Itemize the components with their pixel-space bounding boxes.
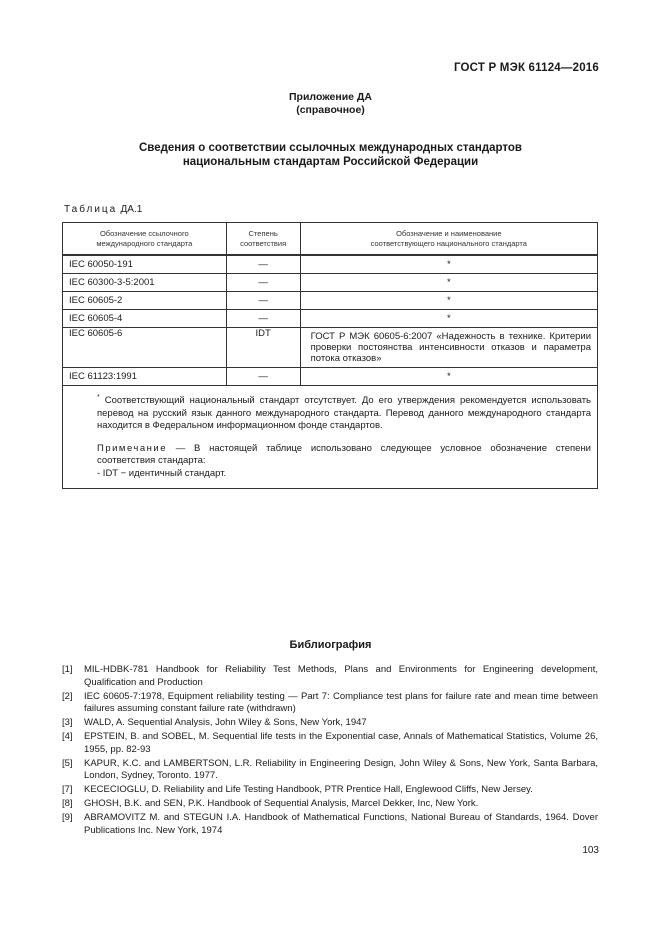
table-row [63, 274, 598, 292]
row-degree: — [226, 368, 300, 386]
section-title-line1: Сведения о соответствии ссылочных международных стандартов [138, 142, 522, 154]
page-number: 103 [582, 845, 599, 856]
table-note [97, 443, 591, 468]
row-ref: IEC 60605-6 [63, 328, 227, 368]
footnote [97, 392, 591, 433]
list-item [62, 731, 598, 756]
row-ref: IEC 60050-191 [63, 255, 227, 274]
header-degree-line2: соответствия [240, 238, 287, 248]
bib-text: KAPUR, K.C. and LAMBERTSON, L.R. Reliability in Engineering Design, John Wiley & Sons, New York, Santa Barbara, London, Sydney, Toronto. 1977. [84, 757, 598, 781]
row-degree: — [226, 292, 300, 310]
list-item [62, 664, 598, 689]
header-degree-line1: Степень [248, 228, 278, 238]
section-title [0, 141, 661, 169]
bib-number: [2] [62, 690, 73, 702]
bib-text: GHOSH, B.K. and SEN, P.K. Handbook of Sequential Analysis, Marcel Dekker, Inc, New York. [84, 798, 479, 809]
row-ref: IEC 60605-4 [63, 310, 227, 328]
list-item [62, 798, 598, 811]
list-item [62, 691, 598, 716]
table-footer [63, 386, 598, 489]
note-item: - IDT − идентичный стандарт. [97, 467, 227, 479]
footnote-mark: * [97, 394, 100, 401]
row-degree: — [226, 274, 300, 292]
section-title-line2: национальным стандартам Российской Федерации [182, 156, 479, 168]
table-row [63, 368, 598, 386]
table-footer-row [63, 386, 598, 489]
row-ref: IEC 61123:1991 [63, 368, 227, 386]
note-text: — В настоящей таблице использовано следующее условное обозначение степени соответствия стандарта: [97, 442, 591, 467]
row-degree: — [226, 310, 300, 328]
bib-number: [4] [62, 731, 73, 742]
header-ref-standard [63, 223, 227, 256]
bib-number: [3] [62, 717, 73, 728]
list-item [62, 717, 598, 730]
header-national-line1: Обозначение и наименование [396, 228, 502, 238]
bib-text: IEC 60605-7:1978, Equipment reliability testing — Part 7: Compliance test plans for failure rate and mean time between failures assuming constant failure rate (withdrawn) [84, 690, 598, 714]
correspondence-table [62, 222, 598, 489]
bib-number: [8] [62, 798, 73, 809]
bib-number: [7] [62, 784, 73, 795]
header-degree [226, 223, 300, 256]
list-item [62, 758, 598, 783]
bib-text: MIL-HDBK-781 Handbook for Reliability Test Methods, Plans and Environments for Engineering development, Qualification and Production [84, 664, 598, 688]
header-ref-line1: Обозначение ссылочного [99, 228, 189, 238]
bib-text: WALD, A. Sequential Analysis, John Wiley & Sons, New York, 1947 [84, 717, 367, 728]
bib-text: KECECIOGLU, D. Reliability and Life Testing Handbook, PTR Prentice Hall, Englewood Cliffs, New Jersey. [84, 784, 533, 795]
table-row [63, 328, 598, 368]
table-row [63, 255, 598, 274]
table-row [63, 310, 598, 328]
bib-number: [1] [62, 664, 73, 675]
row-national: ГОСТ Р МЭК 60605-6:2007 «Надежность в технике. Критерии проверки постоянства интенсивности отказов и параметра потока отказов» [300, 328, 597, 368]
row-ref: IEC 60605-2 [63, 292, 227, 310]
row-national: * [300, 310, 597, 328]
bibliography-title: Библиография [289, 639, 372, 651]
list-item [62, 784, 598, 797]
row-national: * [300, 368, 597, 386]
header-national-line2: соответствующего национального стандарта [370, 238, 527, 248]
table-header-row [63, 223, 598, 256]
list-item [62, 812, 598, 837]
appendix-heading [0, 91, 661, 117]
standard-header: ГОСТ Р МЭК 61124—2016 [453, 62, 599, 74]
header-ref-line2: международного стандарта [96, 238, 193, 248]
footnote-text: Соответствующий национальный стандарт отсутствует. До его утверждения рекомендуется использовать перевод на русский язык данного международного стандарта. Перевод данного международного стандарта находится в Федеральном информационном фонде стандартов. [97, 395, 592, 432]
note-label: Примечание [97, 442, 167, 454]
row-degree: IDT [226, 328, 300, 368]
row-national: * [300, 274, 597, 292]
bib-number: [5] [62, 757, 73, 769]
bib-text: ABRAMOVITZ M. and STEGUN I.A. Handbook of Mathematical Functions, National Bureau of Standards, 1964. Dover Publications Inc. New York, 1974 [84, 812, 598, 836]
appendix-subtitle: (справочное) [296, 104, 365, 116]
bibliography-list [62, 664, 598, 839]
bib-number: [9] [62, 812, 73, 823]
row-national: * [300, 255, 597, 274]
bib-text: EPSTEIN, B. and SOBEL, M. Sequential life tests in the Exponential case, Annals of Mathematical Statistics, Volume 26, 1955, pp. 82-93 [84, 731, 598, 755]
row-degree: — [226, 255, 300, 274]
table-label-number: ДА.1 [120, 204, 143, 215]
appendix-title: Приложение ДА [289, 91, 372, 103]
table-label-prefix: Таблица [64, 204, 118, 215]
table-label [64, 204, 142, 215]
table-row [63, 292, 598, 310]
header-national-standard [300, 223, 597, 256]
row-ref: IEC 60300-3-5:2001 [63, 274, 227, 292]
row-national: * [300, 292, 597, 310]
